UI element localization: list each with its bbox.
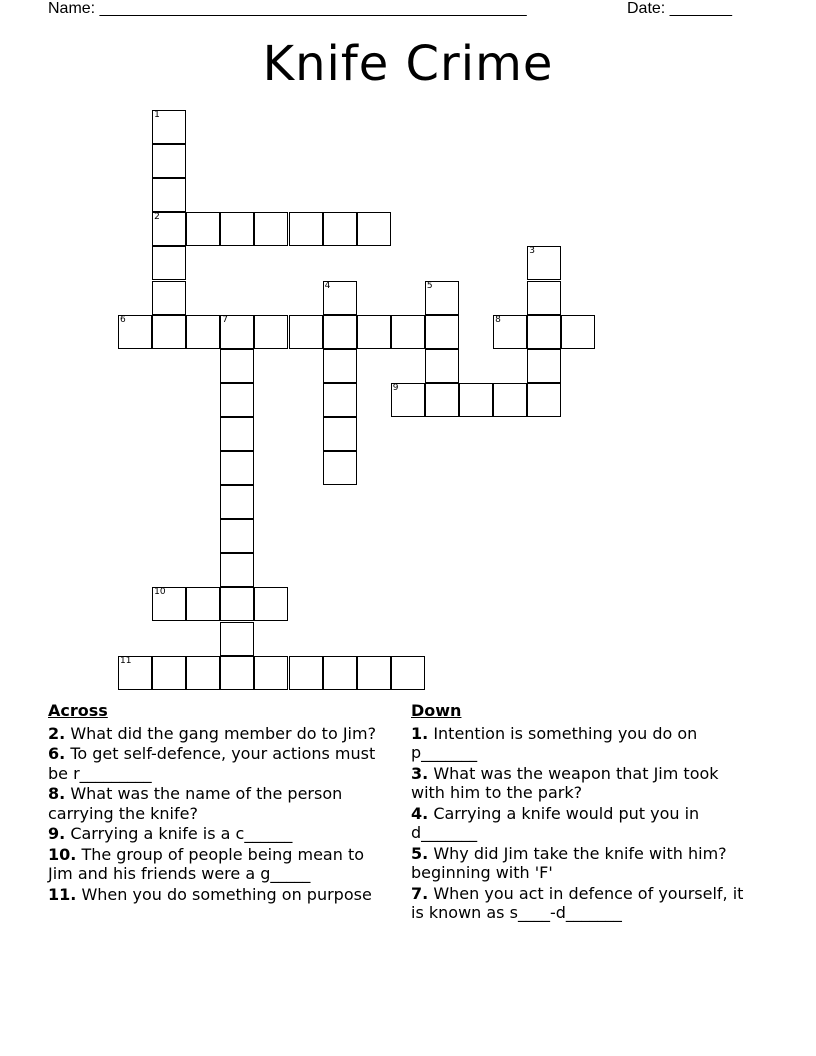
crossword-cell[interactable] (323, 451, 357, 485)
crossword-cell[interactable] (323, 656, 357, 690)
puzzle-title: Knife Crime (262, 36, 554, 92)
crossword-cell[interactable] (220, 349, 254, 383)
cell-number: 9 (392, 382, 399, 393)
down-clue-5: 5. Why did Jim take the knife with him? beginning with 'F' (411, 843, 727, 882)
across-clue-6: 6. To get self-defence, your actions must be r_________ (48, 744, 376, 783)
crossword-cell[interactable] (152, 212, 186, 246)
across-clue-2: 2. What did the gang member do to Jim? (48, 723, 377, 743)
crossword-cell[interactable] (186, 656, 220, 690)
crossword-cell[interactable] (527, 281, 561, 315)
cell-number: 1 (154, 110, 160, 120)
cell-number: 10 (154, 587, 166, 598)
crossword-cell[interactable] (220, 212, 254, 246)
crossword-cell[interactable] (152, 246, 186, 280)
across-clues (48, 701, 388, 905)
date-field[interactable]: Date: _______ (627, 0, 732, 17)
crossword-cell[interactable] (220, 656, 254, 690)
across-clue-9: 9. Carrying a knife is a c______ (48, 824, 293, 843)
crossword-cell[interactable] (527, 246, 561, 280)
crossword-cell[interactable] (220, 383, 254, 417)
cell-number: 5 (426, 280, 433, 291)
crossword-cell[interactable] (391, 656, 425, 690)
crossword-cell[interactable] (527, 315, 561, 349)
crossword-cell[interactable] (289, 315, 323, 349)
crossword-cell[interactable] (254, 212, 288, 246)
down-heading: Down (411, 701, 462, 720)
crossword-cell[interactable] (220, 587, 254, 621)
cell-number: 6 (120, 314, 126, 325)
crossword-cell[interactable] (152, 656, 186, 690)
down-clue-7: 7. When you act in defence of yourself, it is known as s____-d_______ (411, 883, 744, 922)
crossword-cell[interactable] (425, 349, 459, 383)
crossword-cell[interactable] (323, 281, 357, 315)
crossword-cell[interactable] (152, 144, 186, 178)
cell-number: 7 (222, 314, 229, 325)
crossword-cell[interactable] (254, 587, 288, 621)
crossword-cell[interactable] (391, 383, 425, 417)
cell-number: 4 (324, 280, 331, 291)
crossword-cell[interactable] (220, 485, 254, 519)
crossword-cell[interactable] (357, 315, 391, 349)
crossword-cell[interactable] (425, 315, 459, 349)
across-clue-8: 8. What was the name of the person carrying the knife? (48, 784, 343, 823)
crossword-cell[interactable] (323, 349, 357, 383)
crossword-cell[interactable] (220, 622, 254, 656)
crossword-cell[interactable] (220, 451, 254, 485)
crossword-cell[interactable] (152, 110, 186, 144)
crossword-cell[interactable] (425, 281, 459, 315)
crossword-cell[interactable] (323, 212, 357, 246)
crossword-cell[interactable] (152, 281, 186, 315)
crossword-cell[interactable] (289, 212, 323, 246)
crossword-cell[interactable] (152, 587, 186, 621)
down-clue-4: 4. Carrying a knife would put you in d_______ (411, 803, 700, 842)
crossword-cell[interactable] (323, 417, 357, 451)
crossword-cell[interactable] (254, 315, 288, 349)
crossword-cell[interactable] (186, 587, 220, 621)
crossword-cell[interactable] (186, 212, 220, 246)
crossword-cell[interactable] (152, 315, 186, 349)
down-clue-1: 1. Intention is something you do on p_______ (411, 723, 698, 762)
down-clue-3: 3. What was the weapon that Jim took with him to the park? (411, 763, 719, 802)
crossword-cell[interactable] (493, 315, 527, 349)
crossword-cell[interactable] (561, 315, 595, 349)
crossword-cell[interactable] (459, 383, 493, 417)
crossword-cell[interactable] (220, 553, 254, 587)
crossword-cell[interactable] (357, 656, 391, 690)
crossword-cell[interactable] (527, 349, 561, 383)
down-clues (411, 701, 756, 924)
crossword-cell[interactable] (118, 656, 152, 690)
crossword-cell[interactable] (220, 519, 254, 553)
crossword-cell[interactable] (152, 178, 186, 212)
crossword-cell[interactable] (118, 315, 152, 349)
crossword-cell[interactable] (425, 383, 459, 417)
crossword-cell[interactable] (323, 383, 357, 417)
name-field[interactable]: Name: ________________________________________________ (48, 0, 527, 17)
across-heading: Across (48, 701, 108, 720)
crossword-cell[interactable] (493, 383, 527, 417)
across-clue-10: 10. The group of people being mean to Jim and his friends were a g_____ (48, 844, 365, 883)
crossword-cell[interactable] (357, 212, 391, 246)
cell-number: 2 (154, 212, 160, 223)
crossword-cell[interactable] (289, 656, 323, 690)
crossword-cell[interactable] (220, 417, 254, 451)
crossword-cell[interactable] (391, 315, 425, 349)
crossword-cell[interactable] (186, 315, 220, 349)
cell-number: 3 (529, 246, 535, 257)
crossword-cell[interactable] (254, 656, 288, 690)
crossword-cell[interactable] (323, 315, 357, 349)
crossword-cell[interactable] (220, 315, 254, 349)
cell-number: 8 (495, 314, 501, 325)
across-clue-11: 11. When you do something on purpose (48, 884, 372, 904)
crossword-cell[interactable] (527, 383, 561, 417)
cell-number: 11 (120, 655, 132, 666)
